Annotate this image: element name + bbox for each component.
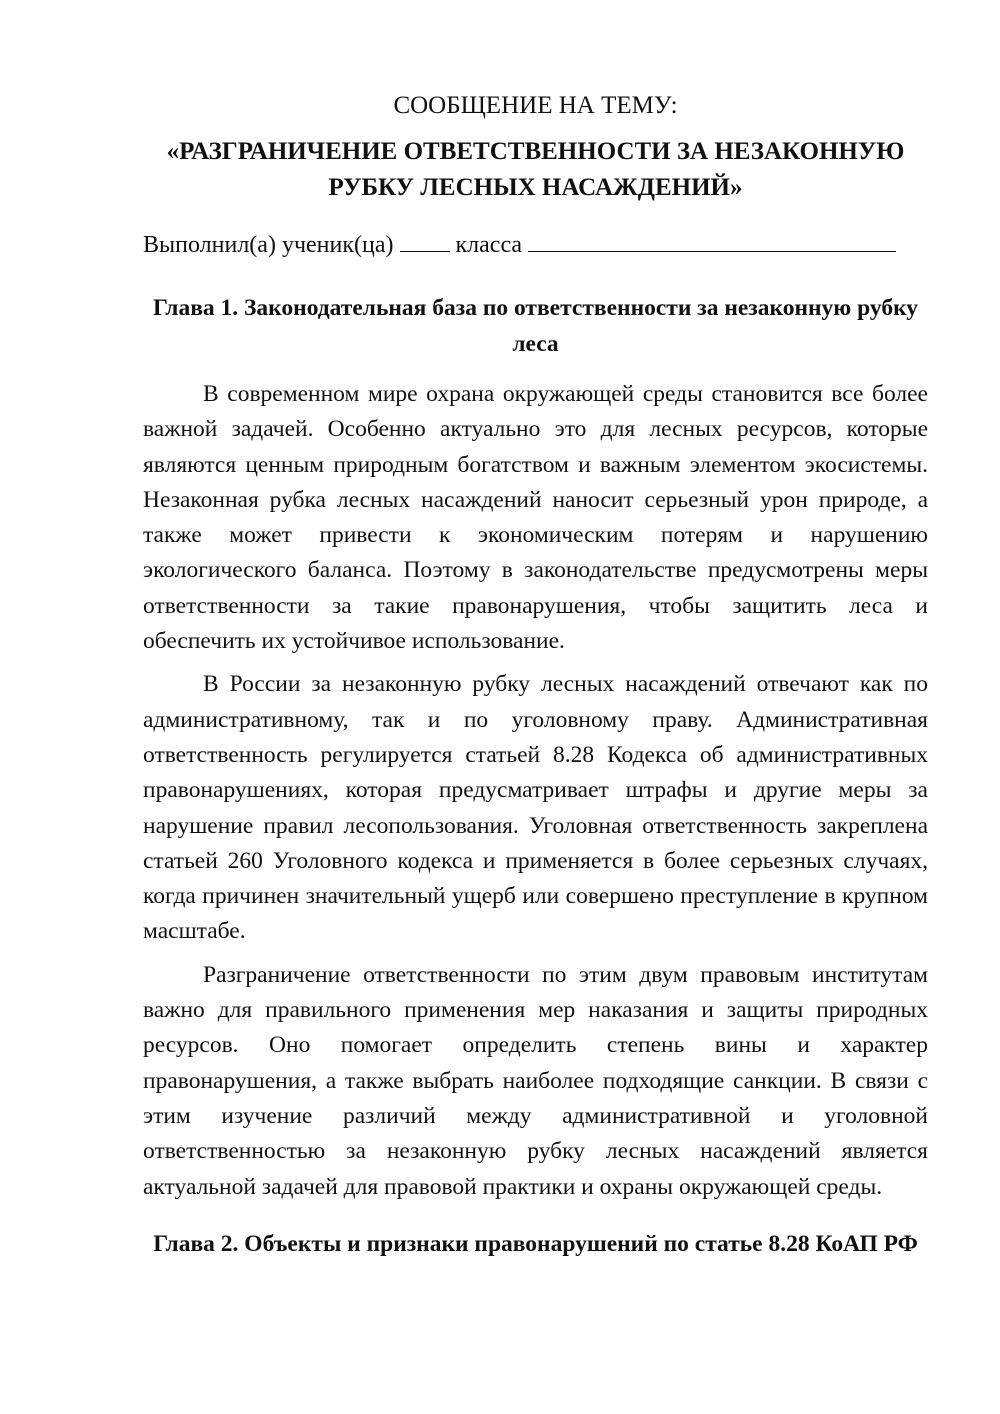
- document-title-line-1: «РАЗГРАНИЧЕНИЕ ОТВЕТСТВЕННОСТИ ЗА НЕЗАКОННУЮ: [166, 138, 905, 165]
- paragraph: В современном мире охрана окружающей среды становится все более важной задачей. Особенно актуально это для лесных ресурсов, которые являются ценным природным богатством и важным элементом экосистемы. Незаконная рубка лесных насаждений наносит серьезный урон природе, а также может привести к экономическим потерям и нарушению экологического баланса. Поэтому в законодательстве предусмотрены меры ответственности за такие правонарушения, чтобы защитить леса и обеспечить их устойчивое использование.: [143, 381, 928, 655]
- chapter-1-body: [143, 377, 928, 1205]
- chapter-1-heading-line-1: Глава 1. Законодательная база по ответственности за незаконную рубку: [152, 295, 919, 321]
- chapter-1-heading: [143, 290, 928, 362]
- document-header: СООБЩЕНИЕ НА ТЕМУ:: [393, 92, 678, 119]
- paragraph: Разграничение ответственности по этим двум правовым институтам важно для правильного применения мер наказания и защиты природных ресурсов. Оно помогает определить степень вины и характер правонарушения, а также выбрать наиболее подходящие санкции. В связи с этим изучение различий между административной и уголовной ответственностью за незаконную рубку лесных насаждений является актуальной задачей для правовой практики и охраны окружающей среды.: [143, 961, 928, 1200]
- author-line: [143, 227, 928, 263]
- name-blank: [528, 227, 896, 252]
- document-title: [143, 134, 928, 206]
- chapter-2-heading: Глава 2. Объекты и признаки правонарушений по статье 8.28 КоАП РФ: [153, 1230, 918, 1257]
- paragraph: В России за незаконную рубку лесных насаждений отвечают как по административному, так и по уголовному праву. Административная ответственность регулируется статьей 8.28 Кодекса об административных правонарушениях, которая предусматривает штрафы и другие меры за нарушение правил лесопользования. Уголовная ответственность закреплена статьей 260 Уголовного кодекса и применяется в более серьезных случаях, когда причинен значительный ущерб или совершено преступление в крупном масштабе.: [143, 671, 928, 945]
- chapter-1-heading-line-2: леса: [512, 331, 559, 357]
- class-label: класса: [455, 232, 523, 258]
- document-title-line-2: РУБКУ ЛЕСНЫХ НАСАЖДЕНИЙ»: [328, 174, 743, 201]
- document-page: [143, 88, 928, 1262]
- author-label: Выполнил(а) ученик(ца): [143, 232, 394, 258]
- grade-blank: [400, 227, 450, 252]
